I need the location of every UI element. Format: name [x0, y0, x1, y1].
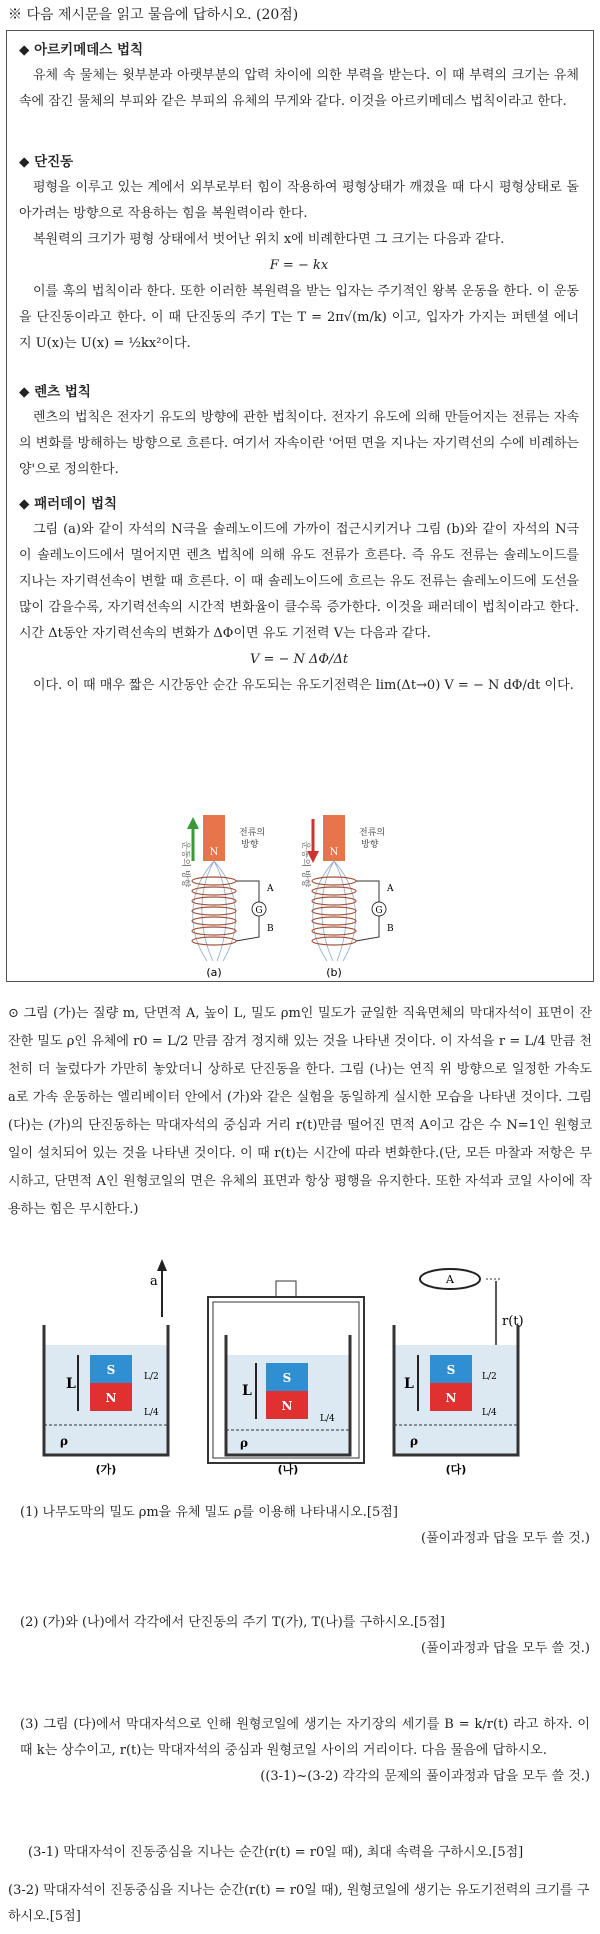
figure-b [300, 815, 394, 979]
archimedes-section [19, 37, 579, 115]
shm-section [19, 149, 579, 357]
rho-label: ρ [240, 1436, 248, 1450]
tank-ga [44, 1325, 168, 1476]
caption-na: (나) [277, 1463, 299, 1476]
faraday-figure [177, 811, 417, 981]
l-label: L [242, 1383, 252, 1399]
section-body: 렌츠의 법칙은 전자기 유도의 방향에 관한 법칙이다. 전자기 유도에 의해 만들어지는 전류는 자속의 변화를 방해하는 방향으로 흐른다. 여기서 자속이란 '어떤 면을 지나는 자기력선의 수에 비례하는 양'으로 정의한다. [19, 410, 579, 477]
hooke-equation: F = − kx [269, 258, 329, 273]
terminal-a-label: A [387, 884, 394, 894]
problem-intro: ⊙ 그림 (가)는 질량 m, 단면적 A, 높이 L, 밀도 ρm인 밀도가 균일한 직육면체의 막대자석이 표면이 잔잔한 밀도 ρ인 유체에 r0 = L/2 만큼 잠겨 정지해 있는 것을 나타낸 것이다. 이 자석을 r = L/4 만큼 천천히 더 눌렀다가 가만히 놓았더니 상하로 단진동을 한다. 그림 (나)는 연직 위 방향으로 일정한 가속도 a로 가속 운동하는 엘리베이터 안에서 (가)와 같은 실험을 동일하게 실시한 모습을 나타낸 것이다. 그림 (다)는 (가)의 단진동하는 막대자석의 중심과 거리 r(t)만큼 떨어진 면적 A이고 감은 수 N=1인 원형코일이 설치되어 있는 것을 나타낸 것이다. 이 때 r(t)는 시간에 따라 변화한다.(단, 모든 마찰과 저항은 무시하고, 단면적 A인 원형코일의 면은 유체의 표면과 항상 평행을 유지한다. 또한 자석과 코일 사이에 작용하는 힘은 무시한다.) [8, 1006, 592, 1217]
figure-a [180, 815, 274, 979]
elevator-cable [276, 1281, 296, 1297]
n-pole-label: N [329, 847, 339, 858]
l-label: L [404, 1376, 414, 1392]
tank-da [394, 1269, 524, 1476]
solenoid-coil [192, 877, 236, 945]
n-label: N [445, 1391, 457, 1405]
galvanometer-label: G [255, 906, 263, 916]
section-title: ◆ 패러데이 법칙 [19, 496, 118, 512]
rho-label: ρ [60, 1434, 68, 1448]
faraday-equation: V = − N ΔΦ/Δt [249, 652, 349, 667]
faraday-section [19, 491, 579, 699]
question-3-2: (3-2) 막대자석이 진동중심을 지나는 순간(r(t) = r0일 때), 원형코일에 생기는 유도기전력의 크기를 구하시오.[5점] [8, 1883, 590, 1924]
section-body: 그림 (a)와 같이 자석의 N극을 솔레노이드에 가까이 접근시키거나 그림 (b)와 같이 자석의 N극이 솔레노이드에서 멀어지면 렌츠 법칙에 의해 유도 전류가 흐른다. 즉 유도 전류는 솔레노이드를 지나는 자기력선속이 변할 때 흐른다. 이 때 솔레노이드에 흐르는 유도 전류는 솔레노이드에 도선을 많이 감을수록, 자기력선속의 시간적 변화율이 클수록 증가한다. 이것을 패러데이 법칙이라고 한다. 시간 Δt동안 자기력선속의 변화가 ΔΦ이면 유도 기전력 V는 다음과 같다. [19, 522, 579, 641]
current-label: 방향 [361, 840, 379, 850]
quarter-label: L/4 [144, 1408, 159, 1418]
question-note: (풀이과정과 답을 모두 쓸 것.) [421, 1531, 590, 1546]
question-text: (3) 그림 (다)에서 막대자석으로 인해 원형코일에 생기는 자기장의 세기를 B = k/r(t) 라고 하자. 이 때 k는 상수이고, r(t)는 막대자석의 중심과 원형코일 사이의 거리이다. 다음 물음에 답하시오. [20, 1717, 590, 1758]
section-body: 평형을 이루고 있는 계에서 외부로부터 힘이 작용하여 평형상태가 깨졌을 때 다시 평형상태로 돌아가려는 방향으로 작용하는 힘을 복원력이라 한다. [19, 180, 579, 221]
s-label: S [106, 1363, 116, 1377]
question-text: (1) 나무도막의 밀도 ρm을 유체 밀도 ρ를 이용해 나타내시오.[5점] [20, 1505, 398, 1520]
current-label: 전류의 [359, 828, 386, 838]
terminal-a-label: A [267, 884, 274, 894]
quarter-label: L/4 [320, 1414, 335, 1424]
motion-arrowhead-icon [187, 817, 199, 829]
caption-b: (b) [326, 966, 342, 979]
s-label: S [282, 1371, 292, 1385]
passage-box [6, 30, 594, 982]
question-note: ((3-1)~(3-2) 각각의 문제의 풀이과정과 답을 모두 쓸 것.) [260, 1769, 590, 1784]
field-lines [313, 861, 356, 961]
solenoid-coil [312, 877, 356, 945]
n-label: N [105, 1391, 117, 1405]
rho-label: ρ [410, 1434, 418, 1448]
question-3 [10, 1712, 590, 1790]
terminal-b-label: B [267, 924, 274, 934]
galvanometer-label: G [375, 906, 383, 916]
section-title: ◆ 아르키메데스 법칙 [19, 42, 144, 58]
l-label: L [66, 1376, 76, 1392]
question-text: (2) (가)와 (나)에서 각각에서 단진동의 주기 T(가), T(나)를 구하시오.[5점] [20, 1615, 445, 1630]
section-body: 이다. 이 때 매우 짧은 시간동안 순간 유도되는 유도기전력은 lim(Δt→0) V = − N dΦ/dt 이다. [33, 678, 574, 693]
lenz-section [19, 379, 579, 483]
section-body: 이를 훅의 법칙이라 한다. 또한 이러한 복원력을 받는 입자는 주기적인 왕복 운동을 한다. 이 운동을 단진동이라고 한다. 이 때 단진동의 주기 T는 T = 2π√(m/k) 이고, 입자가 가지는 퍼텐셜 에너지 U(x)는 U(x) = ½kx²이다. [19, 284, 579, 351]
section-body: 유체 속 물체는 윗부분과 아랫부분의 압력 차이에 의한 부력을 받는다. 이 때 부력의 크기는 유체 속에 잠긴 물체의 부피와 같은 부피의 유체의 무게와 같다. 이것을 아르키메데스 법칙이라고 한다. [19, 68, 579, 109]
accel-arrowhead-icon [157, 1259, 167, 1271]
half-label: L/2 [482, 1372, 497, 1382]
motion-label: 운동의 방향 [180, 841, 190, 888]
motion-label: 운동의 방향 [300, 841, 310, 888]
section-title: ◆ 단진동 [19, 154, 74, 170]
tank-na [150, 1259, 364, 1476]
field-lines [193, 861, 236, 961]
section-title: ◆ 렌츠 법칙 [19, 384, 91, 400]
question-note: (풀이과정과 답을 모두 쓸 것.) [421, 1641, 590, 1656]
tanks-figure [30, 1255, 570, 1480]
s-label: S [446, 1363, 456, 1377]
question-3-1: (3-1) 막대자석이 진동중심을 지나는 순간(r(t) = r0일 때), 최대 속력을 구하시오.[5점] [28, 1845, 524, 1860]
current-label: 방향 [241, 840, 259, 850]
terminal-b-label: B [387, 924, 394, 934]
caption-a: (a) [206, 966, 222, 979]
instruction-header: ※ 다음 제시문을 읽고 물음에 답하시오. (20점) [8, 7, 299, 23]
quarter-label: L/4 [482, 1408, 497, 1418]
n-label: N [281, 1399, 293, 1413]
question-2 [20, 1610, 590, 1662]
n-pole-label: N [209, 847, 219, 858]
caption-ga: (가) [95, 1463, 117, 1476]
caption-da: (다) [445, 1463, 467, 1476]
section-body: 복원력의 크기가 평형 상태에서 벗어난 위치 x에 비례한다면 그 크기는 다음과 같다. [33, 232, 505, 247]
half-label: L/2 [144, 1372, 159, 1382]
accel-label: a [150, 1274, 158, 1289]
coil-label: A [446, 1273, 454, 1286]
question-1 [20, 1500, 590, 1552]
current-label: 전류의 [239, 828, 266, 838]
rt-label: r(t) [502, 1314, 524, 1329]
